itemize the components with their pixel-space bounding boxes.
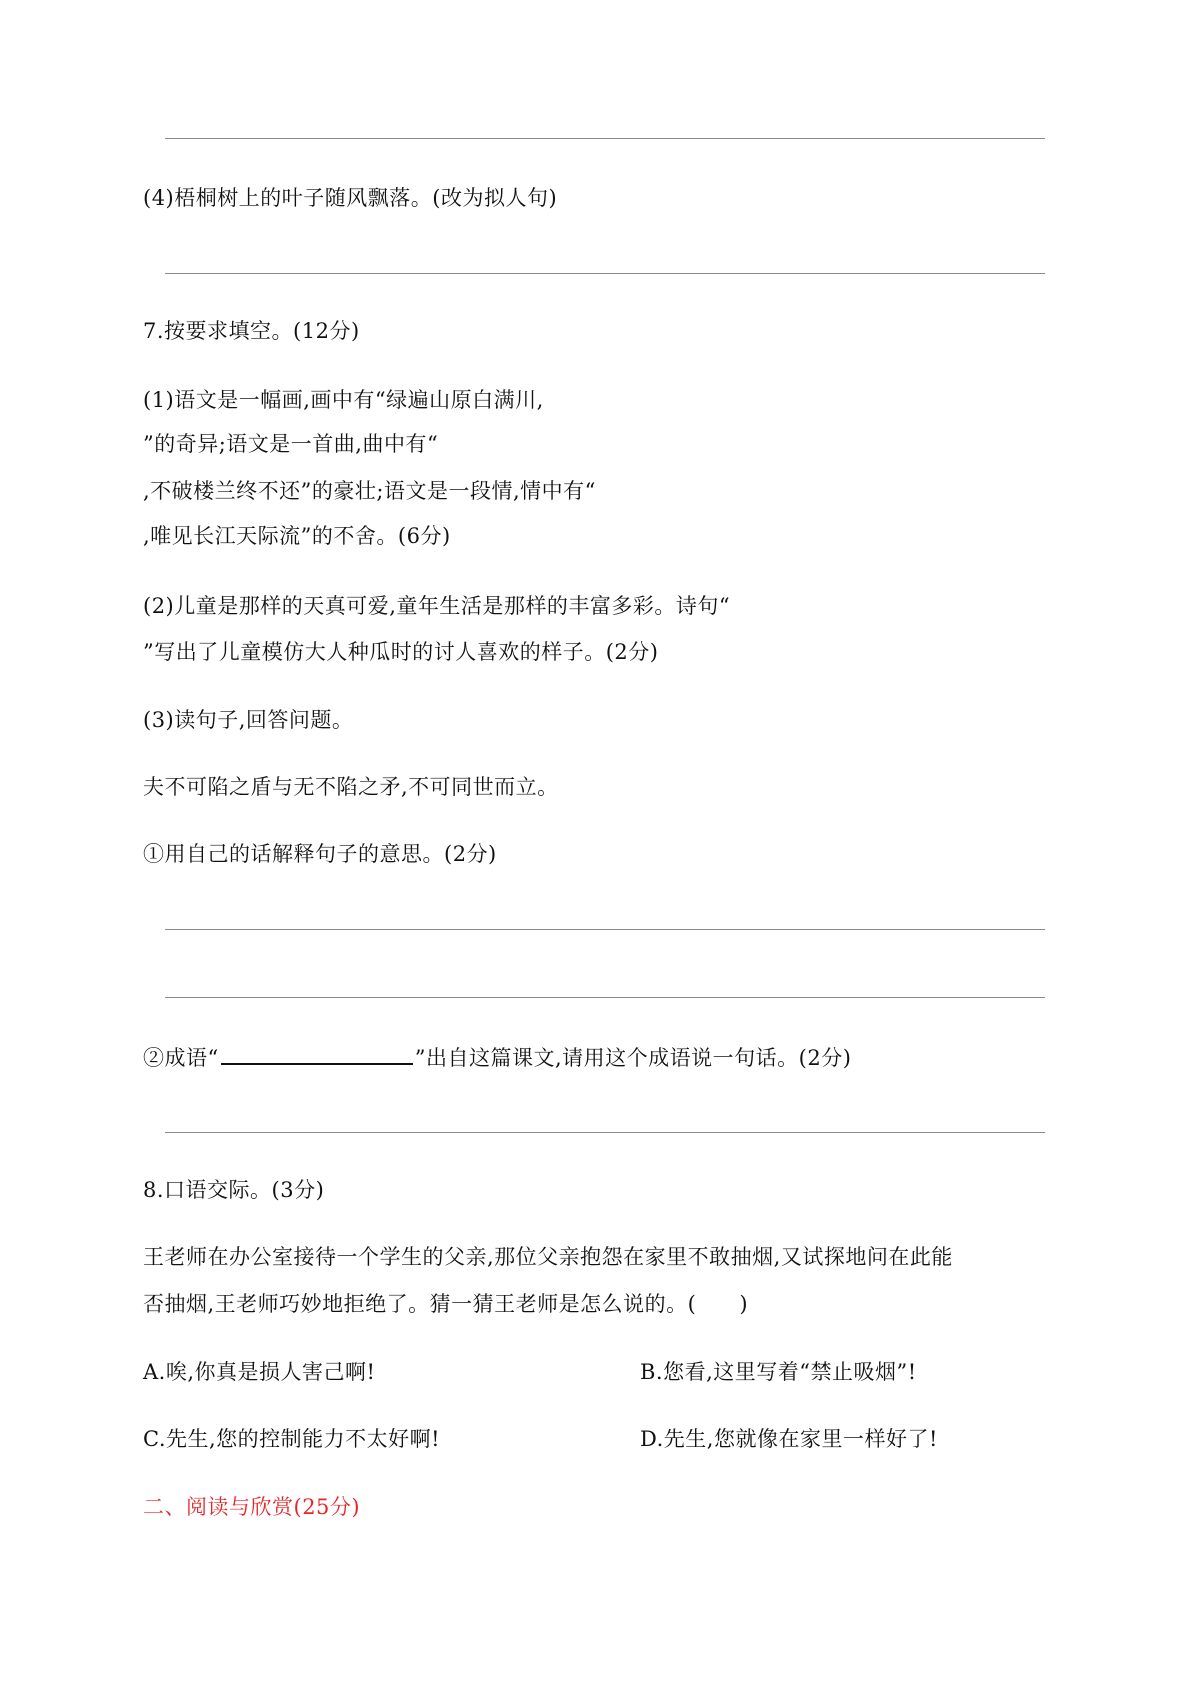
option-c[interactable]: C.先生,您的控制能力不太好啊! [143, 1427, 441, 1451]
question-7-3-title: (3)读句子,回答问题。 [143, 708, 354, 732]
question-6-4: (4)梧桐树上的叶子随风飘落。(改为拟人句) [143, 186, 558, 210]
option-d[interactable]: D.先生,您就像在家里一样好了! [640, 1427, 938, 1451]
option-a[interactable]: A.唉,你真是损人害己啊! [143, 1360, 376, 1384]
question-8-stem: 否抽烟,王老师巧妙地拒绝了。猜一猜王老师是怎么说的。( ) [143, 1292, 749, 1316]
question-7-title: 7.按要求填空。(12分) [143, 319, 360, 343]
question-7-1-line: ,不破楼兰终不还”的豪壮;语文是一段情,情中有“ [143, 479, 596, 503]
answer-line[interactable] [165, 138, 1045, 139]
question-8-title: 8.口语交际。(3分) [143, 1178, 325, 1202]
idiom-blank[interactable] [221, 1041, 413, 1065]
question-7-3-1: ①用自己的话解释句子的意思。(2分) [143, 842, 497, 866]
question-8-stem: 王老师在办公室接待一个学生的父亲,那位父亲抱怨在家里不敢抽烟,又试探地问在此能 [143, 1245, 953, 1269]
question-7-3-2 [143, 1041, 851, 1073]
answer-line[interactable] [165, 929, 1045, 930]
answer-line[interactable] [165, 1132, 1045, 1133]
question-7-3-2-suffix: ”出自这篇课文,请用这个成语说一句话。(2分) [414, 1046, 852, 1070]
question-7-2-line: ”写出了儿童模仿大人种瓜时的讨人喜欢的样子。(2分) [143, 640, 659, 664]
answer-line[interactable] [165, 997, 1045, 998]
section-heading: 二、阅读与欣赏(25分) [143, 1495, 361, 1519]
quote-sentence: 夫不可陷之盾与无不陷之矛,不可同世而立。 [143, 775, 559, 799]
question-7-1-line: (1)语文是一幅画,画中有“绿遍山原白满川, [143, 388, 544, 412]
question-7-1-line: ,唯见长江天际流”的不舍。(6分) [143, 524, 451, 548]
question-7-3-2-prefix: ②成语“ [143, 1046, 219, 1070]
question-7-1-line: ”的奇异;语文是一首曲,曲中有“ [143, 432, 439, 456]
answer-line[interactable] [165, 273, 1045, 274]
question-7-2-line: (2)儿童是那样的天真可爱,童年生活是那样的丰富多彩。诗句“ [143, 594, 731, 618]
option-b[interactable]: B.您看,这里写着“禁止吸烟”! [640, 1360, 917, 1384]
